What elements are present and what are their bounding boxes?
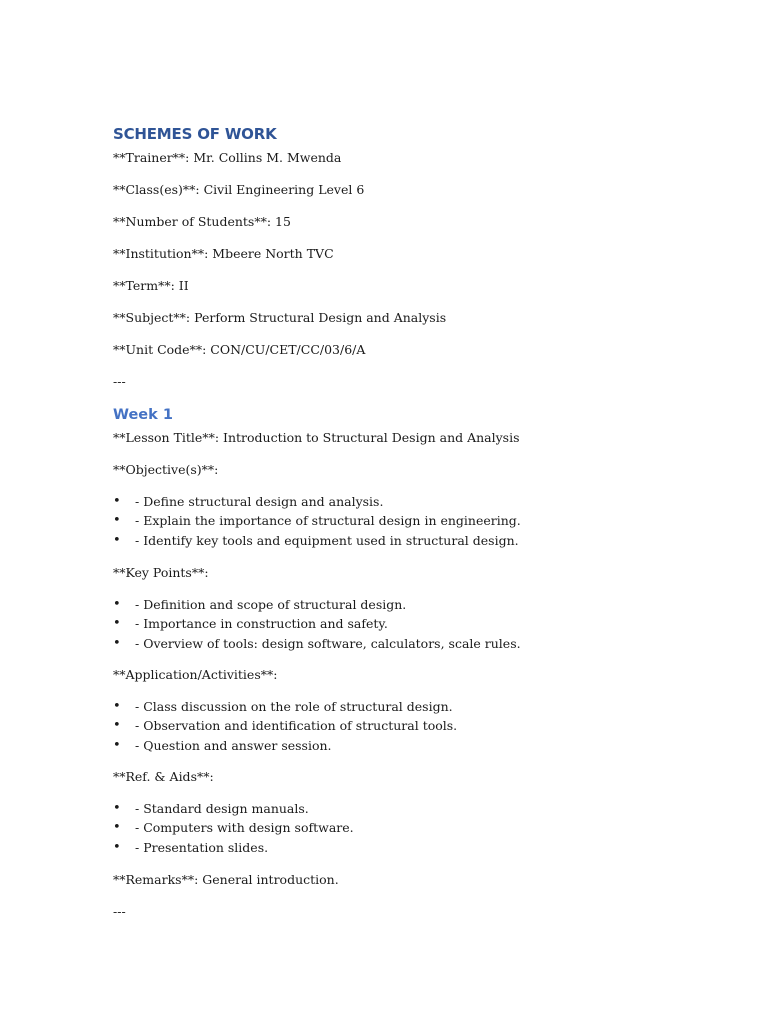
lesson-title-line: **Lesson Title**: Introduction to Structural Design and Analysis — [113, 430, 520, 445]
refs-label: **Ref. & Aids**: — [113, 769, 214, 784]
week-heading: Week 1 — [113, 407, 173, 423]
activities-list — [113, 699, 457, 757]
key-points-list — [113, 597, 521, 655]
list-item: • - Overview of tools: design software, calculators, scale rules. — [113, 635, 521, 651]
list-item: • - Standard design manuals. — [113, 801, 309, 816]
list-item: • - Definition and scope of structural design. — [113, 597, 407, 612]
bullet-icon: • — [113, 532, 121, 548]
unit-code-line: **Unit Code**: CON/CU/CET/CC/03/6/A — [113, 342, 366, 357]
activities-label: **Application/Activities**: — [113, 667, 278, 682]
separator-line: --- — [113, 374, 126, 389]
students-line: **Number of Students**: 15 — [113, 214, 291, 229]
bullet-icon: • — [113, 718, 121, 734]
bullet-icon: • — [113, 699, 121, 714]
list-item: • - Computers with design software. — [113, 820, 354, 836]
bullet-icon: • — [113, 839, 121, 855]
bullet-icon: • — [113, 737, 121, 753]
page-title: SCHEMES OF WORK — [113, 125, 277, 143]
bullet-icon: • — [113, 820, 121, 836]
remarks-line: **Remarks**: General introduction. — [113, 872, 339, 887]
list-item: • - Presentation slides. — [113, 839, 269, 855]
institution-line: **Institution**: Mbeere North TVC — [113, 246, 334, 261]
objectives-list — [113, 494, 521, 552]
trainer-line: **Trainer**: Mr. Collins M. Mwenda — [113, 150, 342, 165]
list-item: • - Define structural design and analysis. — [113, 494, 384, 509]
list-item: • - Explain the importance of structural design in engineering. — [113, 513, 521, 529]
list-item: • - Class discussion on the role of structural design. — [113, 699, 453, 714]
list-item: • - Importance in construction and safety. — [113, 616, 388, 632]
bullet-icon: • — [113, 494, 121, 509]
bullet-icon: • — [113, 597, 121, 612]
classes-line: **Class(es)**: Civil Engineering Level 6 — [113, 182, 365, 197]
separator-line-2: --- — [113, 904, 126, 919]
list-item: • - Identify key tools and equipment used in structural design. — [113, 532, 519, 548]
term-line: **Term**: II — [113, 278, 189, 293]
objectives-label: **Objective(s)**: — [113, 462, 219, 477]
bullet-icon: • — [113, 616, 121, 632]
subject-line: **Subject**: Perform Structural Design and Analysis — [113, 310, 447, 325]
list-item: • - Question and answer session. — [113, 737, 332, 753]
list-item: • - Observation and identification of structural tools. — [113, 718, 458, 734]
bullet-icon: • — [113, 513, 121, 529]
refs-list — [113, 801, 354, 859]
key-points-label: **Key Points**: — [113, 565, 209, 580]
bullet-icon: • — [113, 801, 121, 816]
bullet-icon: • — [113, 635, 121, 651]
